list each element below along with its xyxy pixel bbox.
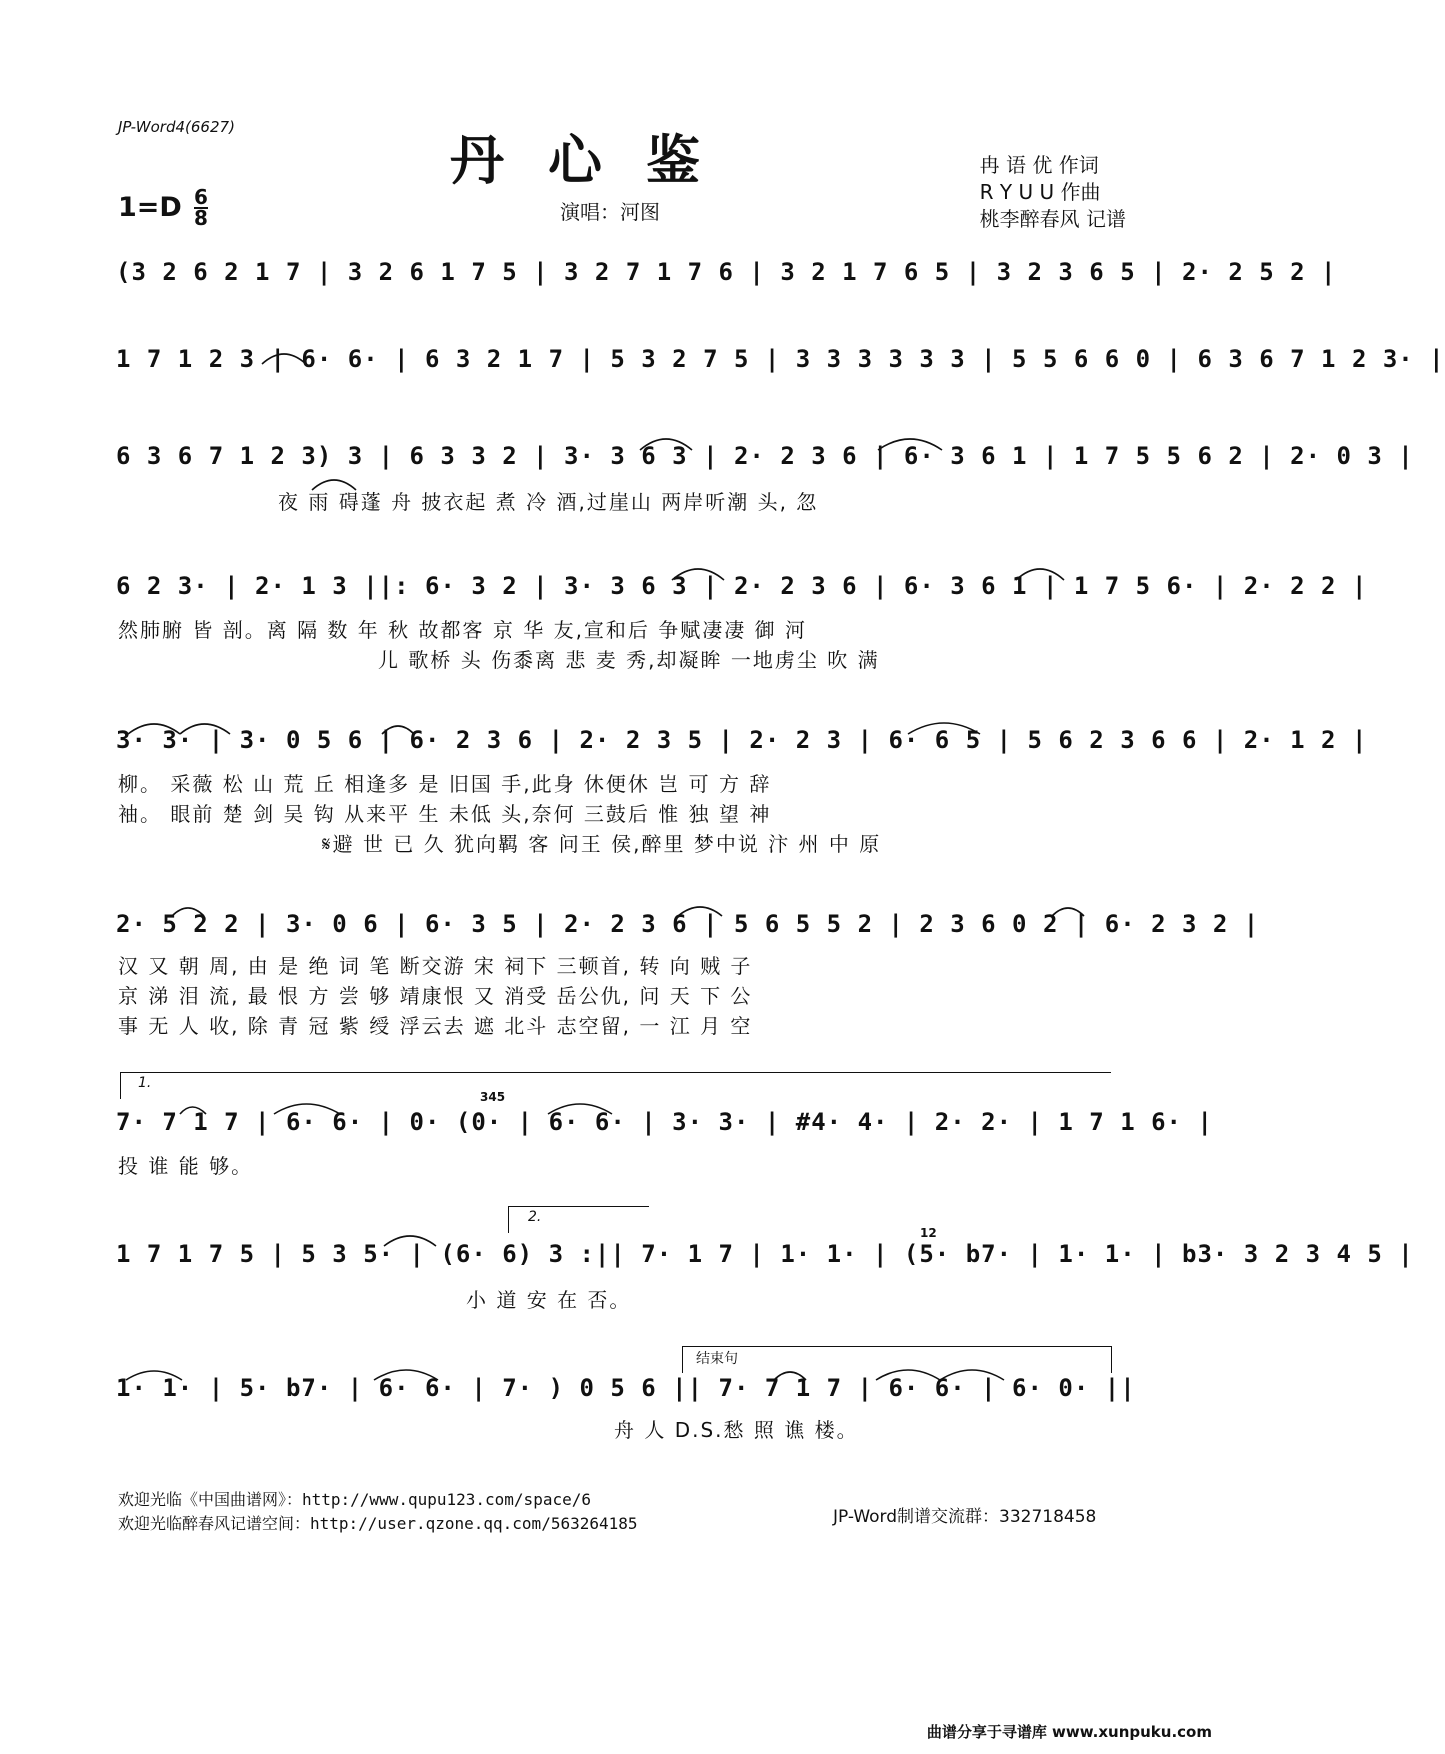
score-row-8-notes: 1 7 1 7 5 | 5 3 5· | (6· 6) 3 :|| 7· 1 7 | 1· 1· | (5· b7· | 1· 1· | b3· 3 2 3 4 5 | bbox=[116, 1240, 1414, 1268]
slur bbox=[180, 1107, 206, 1114]
slur bbox=[180, 724, 230, 734]
slur bbox=[940, 1370, 1004, 1380]
slur bbox=[126, 1371, 182, 1380]
score-row-5-notes: 3· 3· | 3· 0 5 6 | 6· 2 3 6 | 2· 2 3 5 | 2· 2 3 | 6· 6 5 | 5 6 2 3 6 6 | 2· 1 2 | bbox=[116, 726, 1368, 754]
score-row-9-lyrics-1: 舟 人 D.S.愁 照 谯 楼。 bbox=[614, 1418, 859, 1442]
slur bbox=[262, 354, 306, 364]
slur bbox=[878, 439, 942, 450]
score-row-4-notes: 6 2 3· | 2· 1 3 ||: 6· 3 2 | 3· 3 6 3 | 2· 2 3 6 | 6· 3 6 1 | 1 7 5 6· | 2· 2 2 | bbox=[116, 572, 1368, 600]
footer-link-2[interactable]: 欢迎光临醉春风记谱空间：http://user.qzone.qq.com/563264185 bbox=[118, 1514, 638, 1533]
score-row-8-lyrics-1: 小 道 安 在 否。 bbox=[466, 1288, 632, 1312]
footer-group: JP-Word制谱交流群：332718458 bbox=[833, 1507, 1097, 1527]
grace-notes-1: 345 bbox=[480, 1090, 506, 1104]
coda-label: 结束句 bbox=[696, 1351, 738, 1367]
score-row-5-lyrics-2: 袖。 眼前 楚 剑 吴 钩 从来平 生 未低 头,奈何 三鼓后 惟 独 望 神 bbox=[118, 802, 772, 826]
slur bbox=[672, 569, 724, 580]
score-row-1-notes: (3 2 6 2 1 7 | 3 2 6 1 7 5 | 3 2 7 1 7 6 | 3 2 1 7 6 5 | 3 2 3 6 5 | 2· 2 5 2 | bbox=[116, 258, 1337, 286]
score-row-5-lyrics-3: 𝄋避 世 已 久 犹向羁 客 问王 侯,醉里 梦中说 汴 州 中 原 bbox=[322, 832, 882, 856]
footer-links bbox=[118, 1488, 638, 1536]
score-row-7-notes: 7· 7 1 7 | 6· 6· | 0· (0· | 6· 6· | 3· 3· | #4· 4· | 2· 2· | 1 7 1 6· | bbox=[116, 1108, 1213, 1136]
footer-link-1[interactable]: 欢迎光临《中国曲谱网》：http://www.qupu123.com/space/6 bbox=[118, 1490, 591, 1509]
slur bbox=[128, 724, 180, 734]
score-row-3-lyrics-1: 夜 雨 碍蓬 舟 披衣起 煮 冷 酒,过崖山 两岸听潮 头, 忽 bbox=[278, 490, 819, 514]
time-signature-top: 6 bbox=[194, 185, 208, 209]
slur bbox=[1016, 569, 1064, 580]
watermark: 曲谱分享于寻谱库 www.xunpuku.com bbox=[926, 1723, 1212, 1741]
volta-2-label: 2. bbox=[528, 1209, 542, 1225]
software-version: JP-Word4(6627) bbox=[118, 118, 235, 136]
score-row-2-notes: 1 7 1 2 3 | 6· 6· | 6 3 2 1 7 | 5 3 2 7 5 | 3 3 3 3 3 3 | 5 5 6 6 0 | 6 3 6 7 1 2 3· | bbox=[116, 345, 1445, 373]
slur bbox=[274, 1104, 340, 1114]
score-row-6-notes: 2· 5 2 2 | 3· 0 6 | 6· 3 5 | 2· 2 3 6 | 5 6 5 5 2 | 2 3 6 0 2 | 6· 2 3 2 | bbox=[116, 910, 1260, 938]
slur bbox=[384, 1236, 436, 1246]
score-row-6-lyrics-3: 事 无 人 收, 除 青 冠 紫 绶 浮云去 遮 北斗 志空留, 一 江 月 空 bbox=[118, 1014, 753, 1038]
singer-credit: 演唱：河图 bbox=[560, 200, 660, 224]
transcriber-credit: 桃李醉春风 记谱 bbox=[979, 207, 1126, 231]
score-row-5-lyrics-1: 柳。 采薇 松 山 荒 丘 相逢多 是 旧国 手,此身 休便休 岂 可 方 辞 bbox=[118, 772, 772, 796]
volta-1-label: 1. bbox=[138, 1075, 152, 1091]
slur bbox=[172, 908, 204, 916]
score-row-3-notes: 6 3 6 7 1 2 3) 3 | 6 3 3 2 | 3· 3 6 3 | 2· 2 3 6 | 6· 3 6 1 | 1 7 5 5 6 2 | 2· 0 3 | bbox=[116, 442, 1414, 470]
score-row-6-lyrics-2: 京 涕 泪 流, 最 恨 方 尝 够 靖康恨 又 消受 岳公仇, 问 天 下 公 bbox=[118, 984, 753, 1008]
score-row-6-lyrics-1: 汉 又 朝 周, 由 是 绝 词 笔 断交游 宋 祠下 三顿首, 转 向 贼 子 bbox=[118, 954, 753, 978]
lyricist-credit: 冉 语 优 作词 bbox=[979, 153, 1099, 177]
score-row-7-lyrics-1: 投 谁 能 够。 bbox=[118, 1154, 254, 1178]
slur bbox=[640, 439, 692, 450]
slur bbox=[1052, 908, 1084, 916]
song-title: 丹心鉴 bbox=[450, 128, 744, 192]
grace-notes-2: 12 bbox=[920, 1226, 937, 1240]
score-row-9-notes: 1· 1· | 5· b7· | 6· 6· | 7· ) 0 5 6 || 7· 7 1 7 | 6· 6· | 6· 0· || bbox=[116, 1374, 1136, 1402]
slur bbox=[548, 1104, 612, 1114]
time-signature-bottom: 8 bbox=[194, 206, 208, 230]
slur bbox=[678, 907, 722, 916]
composer-credit: R Y U U 作曲 bbox=[979, 180, 1101, 204]
score-row-4-lyrics-2: 儿 歌桥 头 伤黍离 悲 麦 秀,却凝眸 一地虏尘 吹 满 bbox=[378, 648, 880, 672]
slur bbox=[382, 726, 414, 734]
slur bbox=[312, 480, 356, 490]
slur bbox=[374, 1370, 438, 1380]
score-row-4-lyrics-1: 然肺腑 皆 剖。离 隔 数 年 秋 故都客 京 华 友,宣和后 争赋凄凄 御 河 bbox=[118, 618, 808, 642]
slur bbox=[774, 1372, 806, 1380]
key-signature: 1=D bbox=[118, 192, 182, 223]
slur bbox=[876, 1370, 940, 1380]
slur bbox=[908, 723, 980, 734]
